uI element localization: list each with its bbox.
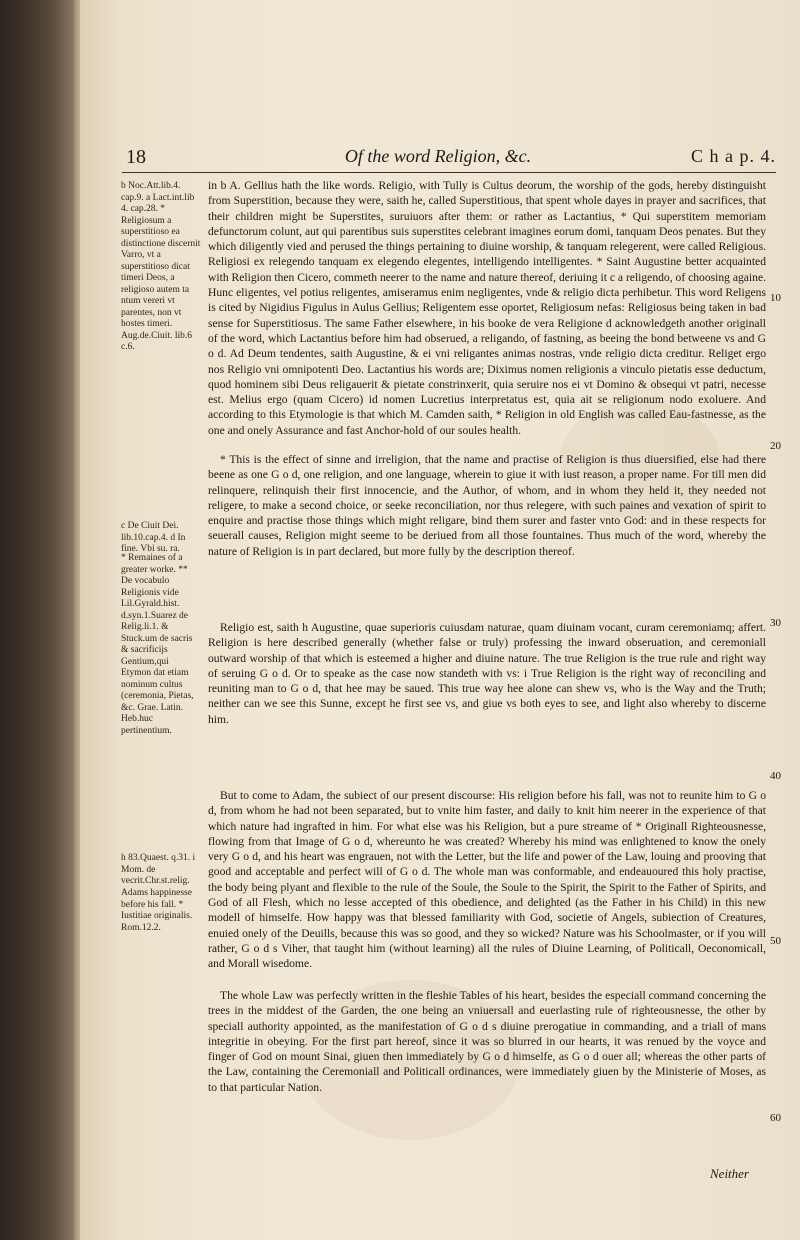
- line-number: 50: [770, 935, 781, 947]
- marginal-note: Adams happinesse before his fall. * Iustitiae originalis. Rom.12.2.: [121, 888, 193, 933]
- catchword: Neither: [710, 1166, 749, 1181]
- book-binding: [0, 0, 74, 1240]
- line-number: 40: [770, 770, 781, 782]
- chapter-mark: C h a p. 4.: [691, 146, 776, 166]
- paragraph: But to come to Adam, the subiect of our present discourse: His religion before his fall, was not to reunite him to G o d, from whom he had not been separated, but to vnite him faster, and daily to knit him neerer in the experience of that which nature had ingrafted in him. For what else was his Religion, but a pure streame of * Originall Righteousnesse, flowing from that Image of G o d, whereunto he was created? Whereby his mind was enlightened to know the onely very G o d, and his heart was engrauen, not with the Letter, but the life and power of the Law, louing and prooving that good and acceptable and perfect will of G o d. The whole man was conformable, and endeauoured this holy practise, the body being plyant and flexible to the rule of the Soule, the Soule to the Spirit, the Spirit to the Father of Spirits, and God of all Flesh, which no lesse accepted of this obedience, and delighted (as the Father in his Child) in this new modell of himselfe. How happy was that blessed familiarity with God, societie of Angels, subiection of Creatures, enuied onely of the Deuills, because this was so good, and they so wicked? Nature was his Schoolmaster, or if you will rather, G o d s Viher, that taught him (without learning) all the rules of Diuine Learning, of Politicall, Oeconomicall, and Morall wisedome.: [208, 789, 766, 971]
- page-number: 18: [126, 146, 146, 168]
- marginal-note: b Noc.Att.lib.4. cap.9. a Lact.int.lib 4. cap.28. * Religiosum a superstitioso ea distinctione discernit Varro, vt a superstitioso dicat timeri Deos, a religioso autem ta ntum vereri vt parentes, non vt hostes timeri. Aug.de.Ciuit. lib.6 c.6.: [121, 181, 201, 352]
- paragraph: * This is the effect of sinne and irreligion, that the name and practise of Religion is thus diuersified, else had there beene as one G o d, one religion, and one language, wherein to giue it with iust reason, a proper name. For till men did relinquere, relinquish their first innocencie, and the Author, of whom, and in whom they held it, they needed not religere, to make a second choice, or seeke reconciliation, nor thus relegere, with such paines and vexation of spirit to enquire and practise those things which might religare, bind them surer and faster vnto God: and in these respects for seuerall causes, Religion might seeme to be deriued from all those fountaines. Thus much of the word, whereby the nature of Religion is in part declared, but more fully by the description thereof.: [208, 453, 766, 558]
- line-number: 60: [770, 1112, 781, 1124]
- header-rule: [122, 172, 776, 173]
- paragraph: Religio est, saith h Augustine, quae superioris cuiusdam naturae, quam diuinam vocant, curam ceremoniamq; affert. Religion is here described generally (whether false or truly) professing the inward obseruation, and ceremoniall outward worship of that which is esteemed a higher and diuine nature. The true Religion is the true rule and right way of seruing G o d. Or to speake as the case now standeth with vs: i True Religion is the right way of reconciling and reuniting man to G o d, that hee may be saued. This true way hee alone can shew vs, who is the Way and the Truth; neither can we see this Sunne, except he first see vs, and giue vs both eyes to see, and light also whereby to discerne him.: [208, 621, 766, 726]
- marginal-note: h 83.Quaest. q.31. i Mom. de vecrit.Chr.st.relig.: [121, 853, 196, 886]
- line-number: 10: [770, 292, 781, 304]
- marginal-notes: [121, 181, 201, 948]
- page-header: [100, 146, 776, 170]
- running-title: Of the word Religion, &c.: [344, 146, 532, 166]
- line-number: 30: [770, 617, 781, 629]
- line-number: 20: [770, 440, 781, 452]
- line-numbers: [770, 0, 796, 1240]
- paragraph: The whole Law was perfectly written in the fleshie Tables of his heart, besides the especiall command concerning the trees in the middest of the Garden, the one being an vniuersall and euerlasting rule of righteousnesse, the other by speciall authority appointed, as the manifestation of G o d s diuine prerogatiue in commanding, and a triall of mans integritie in obeying. For the first part hereof, since it was so blurred in our hearts, it was renued by the voyce and finger of God on mount Sinai, giuen then immediately by G o d himselfe, as G o d ouer all; whereas the other parts of the Law, containing the Ceremoniall and Politicall ordinances, were immediately giuen by the Ministerie of Moses, as to that particular Nation.: [208, 989, 766, 1094]
- main-text: [208, 178, 766, 1114]
- marginal-note: c De Ciuit Dei. lib.10.cap.4. d In fine. Vbi su. ra.: [121, 521, 186, 553]
- paragraph: in b A. Gellius hath the like words. Religio, with Tully is Cultus deorum, the worship of the gods, hereby distinguisht from Superstition, because they were, saith he, called Superstitious, that spent whole dayes in prayer and sacrifices, that their children might be Superstites, suruiuors after them: or rather as Lactantius, * Qui superstitem memoriam defunctorum colunt, aut qui parentibus suis superstites celebrant imagines eorum domi, tanquam Deos penates. But they which diligently vied and perused the things pertaining to diuine worship, & tanquam relegerent, were called Religious. Religiosi ex relegendo tanquam ex elegendo elegentes, intelligendo intelligentes. * Saint Augustine better acquainted with Religion then Cicero, commeth neerer to the name and nature thereof, deriuing it c a religendo, of choosing againe. Hunc eligentes, vel potius religentes, amiseramus enim negligentes, vnde & religio dicta perhibetur. This word Religens is cited by Nigidius Figulus in Aulus Gellius; Religentem esse oportet, Religiosum nefas: Religiosus being taken in bad sense for Superstitiosus. The same Father elsewhere, in his booke de vera Religione d acknowledgeth another originall of the word, which Lactantius before him had obserued, a religando, of fastning, as beeing the bond betweene vs and G o d. Ad Deum tendentes, saith Augustine, & ei vni religantes animas nostras, vnde religio dicta creditur. Religet ergo nos Religio vni omnipotenti Deo. Lactantius his words are; Diximus nomen religionis a vinculo pietatis esse deductum, quod hominem sibi Deus religauerit & pietate constrinxerit, quia seruire nos ei vt Domino & obsequi vt patri, necesse est. Melius ergo (quam Cicero) id nomen Lucretius interpretatus est, quia ait se religionum nodo exoluere. And according to this Etymologie is that which M. Camden saith, * Religion in old English was called Eau-fastnesse, as the one and onely Assurance and fast Anchor-hold of our soules health.: [208, 179, 766, 437]
- marginal-note: * Remaines of a greater worke. ** De vocabulo Religionis vide Lil.Gyrald.hist. d.syn.1.Suarez de Relig.li.1. & Stuck.um de sacris & sacrificijs Gentium,qui Etymon dat etiam nominum cultus (ceremonia, Pietas, &c. Grae. Latin. Heb.huc pertinentium.: [121, 553, 194, 736]
